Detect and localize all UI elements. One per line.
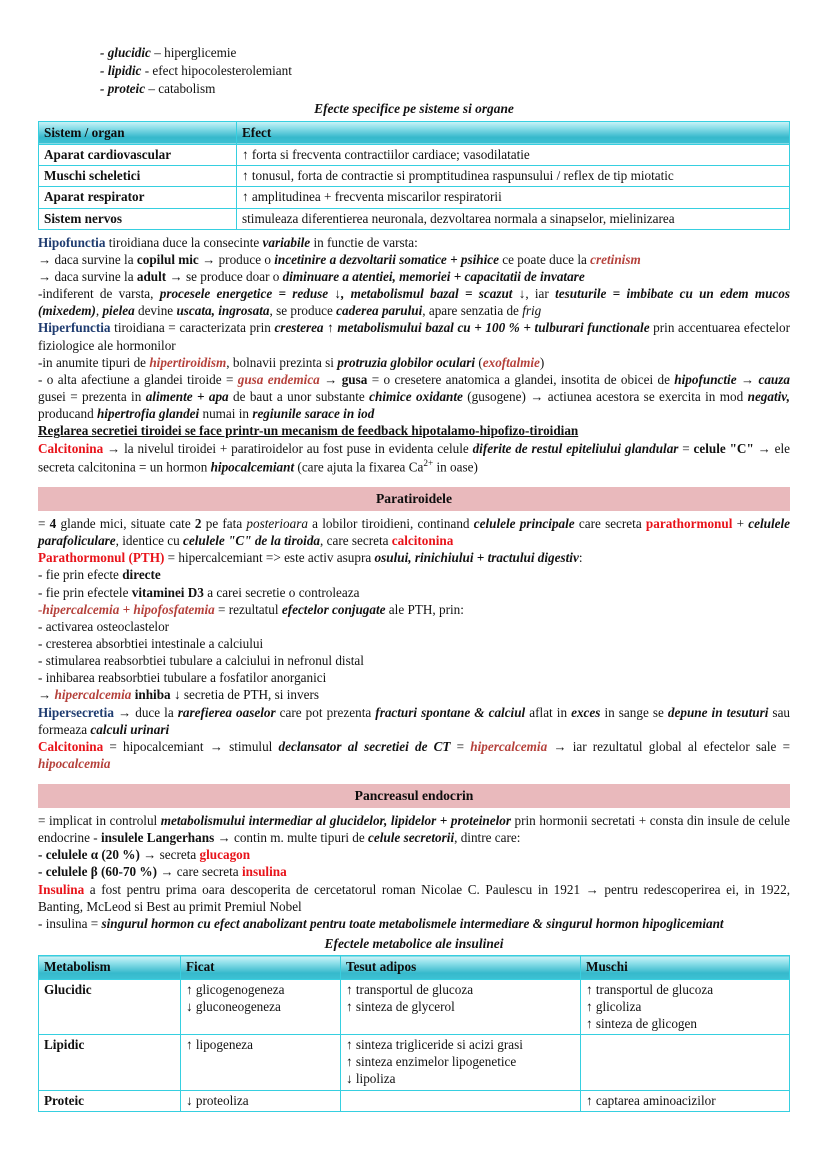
term-glucagon: glucagon [199,847,251,863]
term-parathormonul-pth: Parathormonul (PTH) [38,550,165,566]
bullet-rest: – hiperglicemie [150,45,237,60]
cell-effect: ↑ amplitudinea + frecventa miscarilor respiratorii [237,187,790,208]
paragraph-calcitonina-hipocalcemiant: Calcitonina = hipocalcemiant → stimulul declansator al secretiei de CT = hipercalcemia → iar rezultatul global al efectelor sale = hipocalcemia [38,738,791,772]
cell-effect: ↑ forta si frecventa contractiilor cardiace; vasodilatatie [237,145,790,166]
term-gusa-endemica: gusa endemica [237,371,320,387]
paragraph-calcitonina: Calcitonina → la nivelul tiroidei + paratiroidelor au fost puse in evidenta celule diferite de restul epiteliului glandular = celule "C" → ele secreta calcitonina = un hormon hipocalcemiant (care ajuta la fixarea $Ca^{2+}$ in oase) [38,440,791,475]
paragraph-pth: Parathormonul (PTH) = hipercalcemiant => este activ asupra osului, rinichiului + tractului digestiv: [38,550,583,566]
paragraph-reglarea-secretiei: Reglarea secretiei tiroidei se face printr-un mecanism de feedback hipotalamo-hipofizo-tiroidian [38,423,579,439]
paragraph-glande: = 4 glande mici, situate cate 2 pe fata posterioara a lobilor tiroidieni, continand celulele principale care secreta parathormonul + celulele parafoliculare, identice cu celulele "C" de la tiroida, care secreta calcitonina [38,515,791,549]
cell-metabolism: Lipidic [39,1035,181,1090]
term-parathormonul: parathormonul [645,515,733,531]
cell-metabolism: Proteic [39,1090,181,1111]
paragraph-hipersecretia: Hipersecretia → duce la rarefierea oaselor care pot prezenta fracturi spontane & calciul aflat in exces in sange se depune in tesuturi sau formeaza calculi urinari [38,704,791,737]
term-calcitonina: Calcitonina [38,440,104,456]
table-row [39,166,790,187]
cell-system: Aparat respirator [39,187,237,208]
thyroid-text-block [38,234,790,476]
bullet-term: - proteic [100,81,146,97]
list-item [100,44,790,61]
pancreas-text-block [38,812,790,932]
term-calcitonina: calcitonina [391,533,454,549]
list-item: - cresterea absorbtiei intestinale a calciului [38,636,264,652]
term-hipercalcemia: hipercalcemia [54,687,132,703]
column-header-system: Sistem / organ [39,121,237,144]
paragraph-hipercalcemia-inhiba: → hipercalcemia inhiba ↓ secretia de PTH, si invers [38,687,319,703]
section-header-pancreasul-endocrin: Pancreasul endocrin [38,784,790,808]
term-hipertiroidism: hipertiroidism [149,354,227,370]
column-header-ficat: Ficat [181,956,341,979]
cell-muschi: ↑ captarea aminoacizilor [581,1090,790,1111]
table-caption-effects: Efecte specifice pe sisteme si organe [314,101,514,117]
intro-bullet-list [100,44,790,97]
list-item: - activarea osteoclastelor [38,618,170,634]
paragraph-hipofunctia: Hipofunctia tiroidiana duce la consecinte variabile in functie de varsta: [38,234,418,250]
table-row [39,145,790,166]
paragraph-insulina-istoric: Insulina a fost pentru prima oara descoperita de cercetatorul roman Nicolae C. Paulescu in 1921 → pentru redescoperirea ei, in 1922, Banting, McLeod si Best au primit Premiul Nobel [38,881,790,914]
cell-effect: stimuleaza diferentierea neuronala, dezvoltarea normala a sinapselor, mielinizarea [237,208,790,229]
paragraph-insulina-definitie: - insulina = singurul hormon cu efect anabolizant pentru toate metabolismele intermediare & singurul hormon hipoglicemiant [38,915,724,931]
cell-system: Sistem nervos [39,208,237,229]
cell-ficat: ↑ glicogenogeneza ↓ gluconeogeneza [181,979,341,1034]
column-header-muschi: Muschi [581,956,790,979]
table-row [39,1090,790,1111]
cell-tesut-adipos [341,1090,581,1111]
list-item: - stimularea reabsorbtiei tubulare a calciului in nefronul distal [38,653,364,669]
term-calcitonina: Calcitonina [38,738,104,754]
table-row [39,1035,790,1090]
bullet-term: - lipidic [100,63,142,79]
table-header-row [39,956,790,979]
term-hipercalcemia-hipofosfatemia: -hipercalcemia + hipofosfatemia [38,601,215,617]
term-cretinism: cretinism [590,251,641,267]
table-row [39,187,790,208]
term-hiperfunctia: Hiperfunctia [38,320,111,336]
list-item: - inhibarea reabsorbtiei tubulare a fosfatilor anorganici [38,670,327,686]
term-hipocalcemia: hipocalcemia [38,756,111,772]
bullet-rest: – catabolism [145,81,216,97]
column-header-tesut-adipos: Tesut adipos [341,956,581,979]
parathyroid-text-block [38,515,790,772]
cell-effect: ↑ tonusul, forta de contractie si promptitudinea raspunsului / reflex de tip miotatic [237,166,790,187]
column-header-metabolism: Metabolism [39,956,181,979]
bullet-rest: - efect hipocolesterolemiant [141,63,292,79]
paragraph-celule-alfa: - celulele α (20 %) → secreta glucagon [38,847,251,863]
table-row [39,979,790,1034]
cell-tesut-adipos: ↑ sinteza trigliceride si acizi grasi ↑ sinteza enzimelor lipogenetice ↓ lipoliza [341,1035,581,1090]
paragraph-hipercalcemia-hipofosfatemia: -hipercalcemia + hipofosfatemia = rezultatul efectelor conjugate ale PTH, prin: [38,601,464,617]
superscript-charge: 2+ [423,457,434,468]
cell-tesut-adipos: ↑ transportul de glucoza ↑ sinteza de glycerol [341,979,581,1034]
column-header-effect: Efect [237,121,790,144]
table-caption-insulin: Efectele metabolice ale insulinei [324,936,504,952]
term-insulina: Insulina [38,881,85,897]
paragraph-hiperfunctia: Hiperfunctia tiroidiana = caracterizata prin cresterea ↑ metabolismului bazal cu + 100 % + tulburari functionale prin accentuarea efectelor fiziologice ale hormonilor [38,320,790,353]
cell-ficat: ↓ proteoliza [181,1090,341,1111]
cell-system: Muschi scheletici [39,166,237,187]
term-hipofunctia: Hipofunctia [38,234,106,250]
table-row [39,208,790,229]
table-insulin-metabolic-effects [38,955,790,1111]
section-header-paratiroidele: Paratiroidele [38,487,790,511]
term-exoftalmie: exoftalmie [482,354,540,370]
paragraph-indiferent-de-varsta: -indiferent de varsta, procesele energetice = reduse ↓, metabolismul bazal = scazut ↓, iar tesuturile = imbibate cu un edem mucos (mixedem), pielea devine uscata, ingrosata, se produce caderea parului, apare senzatia de frig [38,286,791,319]
cell-muschi: ↑ transportul de glucoza ↑ glicoliza ↑ sinteza de glicogen [581,979,790,1034]
cell-metabolism: Glucidic [39,979,181,1034]
list-item [100,62,790,79]
paragraph-vitamina-d3: - fie prin efectele vitaminei D3 a carei secretie o controleaza [38,584,360,600]
paragraph-copilul-mic: → daca survine la copilul mic → produce o incetinire a dezvoltarii somatice + psihice ce poate duce la cretinism [38,251,641,267]
paragraph-pancreas-intro: = implicat in controlul metabolismului intermediar al glucidelor, lipidelor + proteinelor prin hormonii secretati + consta din insule de celule endocrine - insulele Langerhans → contin m. multe tipuri de celule secretorii, dintre care: [38,812,790,846]
paragraph-celule-beta: - celulele β (60-70 %) → care secreta insulina [38,864,287,880]
term-insulina: insulina [241,864,287,880]
list-item [100,80,790,97]
term-hipercalcemia: hipercalcemia [470,738,548,754]
table-effects-on-systems [38,121,790,230]
cell-ficat: ↑ lipogeneza [181,1035,341,1090]
table-header-row [39,121,790,144]
cell-muschi [581,1035,790,1090]
bullet-term: - glucidic [100,45,151,60]
paragraph-adult: → daca survine la adult → se produce doar o diminuare a atentiei, memoriei + capacitatii de invatare [38,268,585,284]
paragraph-gusa: - o alta afectiune a glandei tiroide = gusa endemica → gusa = o cresetere anatomica a glandei, insotita de obicei de hipofunctie → cauza gusei = prezenta in alimente + apa de baut a unor substante chimice oxidante (gusogene) → actiunea acestora se exercita in mod negativ, producand hipertrofia glandei numai in regiunile sarace in iod [38,371,790,422]
cell-system: Aparat cardiovascular [39,145,237,166]
paragraph-efecte-directe: - fie prin efecte directe [38,567,161,583]
term-hipersecretia: Hipersecretia [38,704,114,720]
paragraph-hipertiroidism: -in anumite tipuri de hipertiroidism, bolnavii prezinta si protruzia globilor oculari (exoftalmie) [38,354,545,370]
